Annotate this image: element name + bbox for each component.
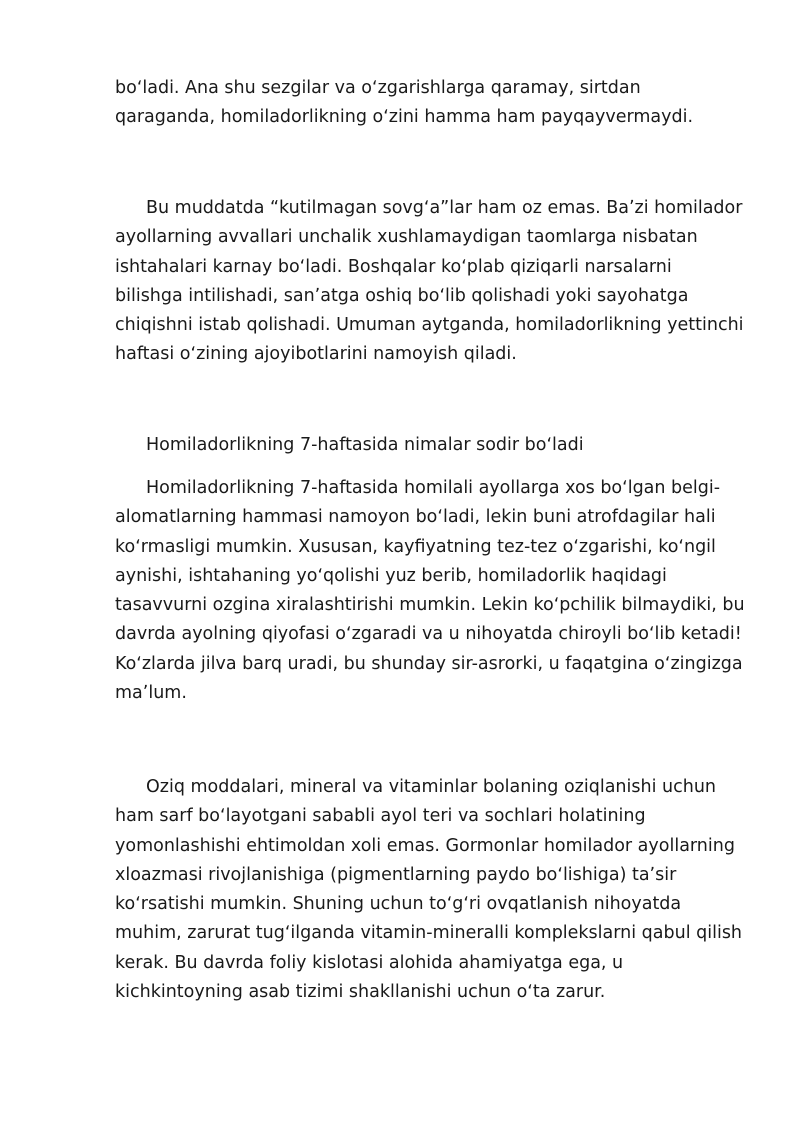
paragraph-unexpected-gifts: Bu muddatda “kutilmagan sovgʻa”lar ham oz emas. Baʼzi homilador ayollarning avvallari unchalik xushlamaydigan taomlarga nisbatan ishtahalari karnay boʻladi. Boshqalar koʻplab qiziqarli narsalarni bilishga intilishadi, sanʼatga oshiq boʻlib qolishadi yoki sayohatga chiqishni istab qolishadi. Umuman aytganda, homiladorlikning yettinchi haftasi oʻzining ajoyibotlarini namoyish qiladi. [115,198,744,365]
paragraph-nutrition: Oziq moddalari, mineral va vitaminlar bolaning oziqlanishi uchun ham sarf boʻlayotgani sababli ayol teri va sochlari holatining yomonlashishi ehtimoldan xoli emas. Gormonlar homilador ayollarning xloazmasi rivojlanishiga (pigmentlarning paydo boʻlishiga) taʼsir koʻrsatishi mumkin. Shuning uchun toʻgʻri ovqatlanish nihoyatda muhim, zarurat tugʻilganda vitamin-mineralli komplekslarni qabul qilish kerak. Bu davrda foliy kislotasi alohida ahamiyatga ega, u kichkintoyning asab tizimi shakllanishi uchun oʻta zarur. [115,777,743,1003]
paragraph-continuation: boʻladi. Ana shu sezgilar va oʻzgarishlarga qaramay, sirtdan qaraganda, homiladorlikning oʻzini hamma ham payqayvermaydi. [115,78,694,128]
paragraph-week-seven-signs: Homiladorlikning 7-haftasida homilali ayollarga xos boʻlgan belgi-alomatlarning hammasi namoyon boʻladi, lekin buni atrofdagilar hali koʻrmasligi mumkin. Xususan, kayfiyatning tez-tez oʻzgarishi, koʻngil aynishi, ishtahaning yoʻqolishi yuz berib, homiladorlik haqidagi tasavvurni ozgina xiralashtirishi mumkin. Lekin koʻpchilik bilmaydiki, bu davrda ayolning qiyofasi oʻzgaradi va u nihoyatda chiroyli boʻlib ketadi! Koʻzlarda jilva barq uradi, bu shunday sir-asrorki, u faqatgina oʻzingizga maʼlum. [115,478,745,704]
section-heading: Homiladorlikning 7-haftasida nimalar sodir boʻladi [146,435,584,455]
